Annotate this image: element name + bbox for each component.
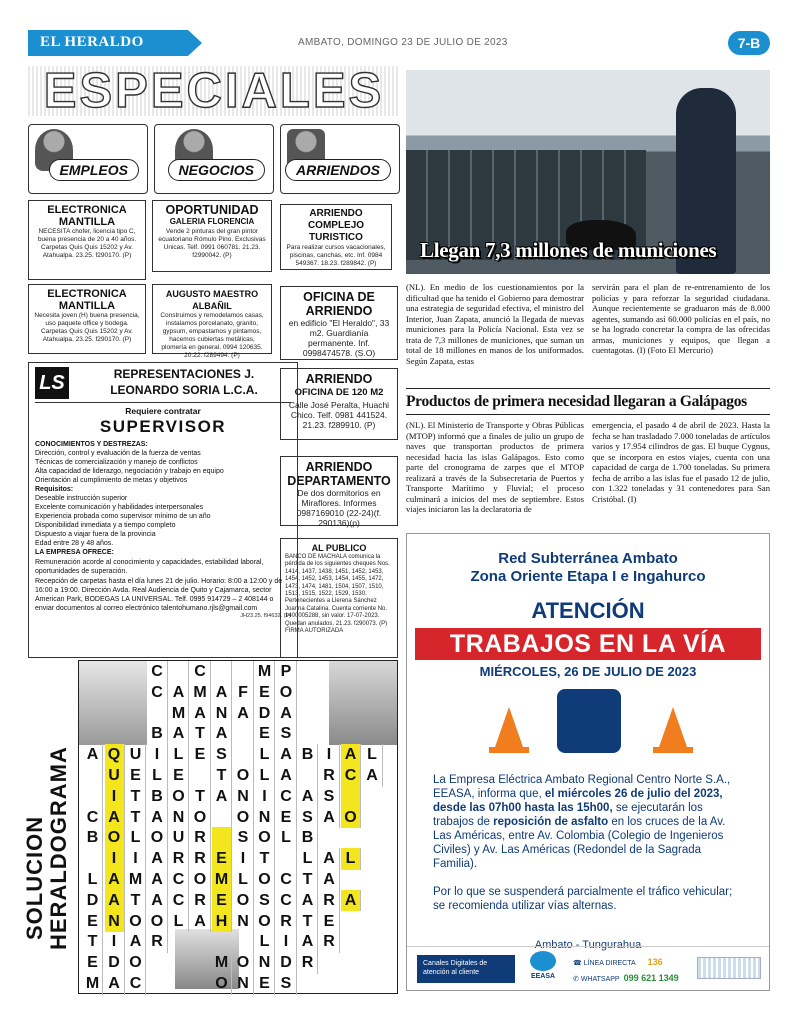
crossword-letter-cell: C <box>277 869 297 891</box>
crossword-letter-cell: A <box>148 890 168 912</box>
crossword-clue-cell <box>234 723 254 745</box>
crossword-letter-cell: O <box>234 952 254 974</box>
list-item: Alta capacidad de liderazgo, negociación y trabajo en equipo <box>35 468 224 475</box>
notice-body <box>407 773 769 871</box>
crossword-letter-cell: L <box>169 744 189 766</box>
category-label: NEGOCIOS <box>168 159 265 181</box>
crossword-letter-cell: E <box>320 911 340 933</box>
crossword-letter-cell: N <box>234 911 254 933</box>
crossword-clue-cell <box>148 703 168 725</box>
eeasa-notice <box>406 533 770 991</box>
notice-date: MIÉRCOLES, 26 DE JULIO DE 2023 <box>479 664 697 679</box>
section-heading: Requisitos: <box>35 486 74 493</box>
crossword-letter-cell: N <box>212 703 232 725</box>
crossword-letter-cell: E <box>126 765 146 787</box>
roadwork-illustration <box>407 679 769 769</box>
job-ad-supervisor <box>28 362 298 658</box>
crossword-letter-cell: N <box>105 911 125 933</box>
crossword-letter-cell: L <box>169 911 189 933</box>
crossword-letter-cell: I <box>234 848 254 870</box>
ad-body: NECESITA chofer, licencia tipo C, buena presencia de 20 a 40 años. Carpetas Quis Quis 15202 y Av. Atahualpa. 23.25. f290170. (P) <box>37 228 137 259</box>
crossword-letter-cell: R <box>320 765 340 787</box>
crossword-letter-cell: E <box>83 952 103 974</box>
crossword-clue-cell <box>212 827 232 849</box>
crossword-letter-cell: S <box>298 807 318 829</box>
notice-atencion: ATENCIÓN <box>531 598 645 623</box>
news-photo-munitions <box>406 70 770 274</box>
crossword-letter-cell: I <box>105 786 125 808</box>
crossword-letter-cell: O <box>126 911 146 933</box>
crossword-letter-cell: A <box>148 807 168 829</box>
crossword-letter-cell: I <box>277 931 297 953</box>
traffic-cone-icon <box>495 707 523 747</box>
crossword-letter-cell: A <box>105 869 125 891</box>
ad-title: AUGUSTO MAESTRO ALBAÑIL <box>165 289 259 311</box>
position-title: SUPERVISOR <box>99 417 227 436</box>
story2-col2: emergencia, el pasado 4 de abril de 2023. Hasta la fecha se han trasladado 7.000 toneladas de artículos varios y 17.954 cilindros de gas. El buque Cygnus, que se incorpora en estos viajes, cuenta con una capacidad de carga de 1.700 toneladas. Su primera fecha de arribo a las islas fue el pasado 12 de julio, con 1.322 toneladas y 31 contenedores para San Cristóbal. (I) <box>592 420 771 504</box>
crossword-letter-cell: R <box>191 827 211 849</box>
crossword-clue-cell <box>298 765 318 787</box>
crossword-letter-cell: L <box>148 765 168 787</box>
crossword-clue-cell <box>169 661 189 683</box>
crossword-letter-cell: C <box>191 661 211 683</box>
crossword-row <box>79 911 399 933</box>
crossword-letter-cell: N <box>255 952 275 974</box>
crossword-grid <box>78 660 398 994</box>
notice-text-bold: reposición de asfalto <box>493 816 609 828</box>
crossword-row <box>79 827 399 849</box>
crossword-letter-cell: S <box>277 973 297 995</box>
crossword-letter-cell: T <box>212 765 232 787</box>
crossword-letter-cell: C <box>277 786 297 808</box>
list-item: Excelente comunicación y habilidades interpersonales <box>35 504 204 511</box>
crossword-letter-cell: L <box>234 869 254 891</box>
crossword-letter-cell: A <box>148 869 168 891</box>
crossword-clue-cell <box>277 848 297 870</box>
crossword-letter-cell: T <box>126 890 146 912</box>
notice-footer <box>407 946 769 990</box>
crossword-letter-cell: M <box>255 661 275 683</box>
crossword-letter-cell: N <box>255 807 275 829</box>
crossword-clue-cell <box>83 765 103 787</box>
crossword-letter-cell: B <box>148 723 168 745</box>
notice-text: en los cruces de la Av. Las Américas, entre Av. Colombia (Colegio de Ingenieros Civiles) y Av. Las Américas (Redondel de la Sagrada Familia). <box>433 816 726 870</box>
crossword-letter-cell: D <box>277 952 297 974</box>
crossword-letter-cell: O <box>255 869 275 891</box>
story1-col2: servirán para el plan de re-entrenamiento de los policías y para reforzar la seguridad ciudadana. Aunque recientemente se graduaron más de 8.000 agentes, sumando así 60.000 policías en el país, no se ha logrado concretar la compra de las ofrecidas armas, municiones y equipos, que llegan a cuentagotas. (I) (Foto El Mercurio) <box>592 282 770 355</box>
digital-channels: Canales Digitales de atención al cliente <box>417 955 515 983</box>
list-item: Experiencia probada como supervisor mínimo de un año <box>35 513 211 520</box>
classified-ad <box>28 284 146 354</box>
crossword-row <box>79 952 399 974</box>
section-heading: LA EMPRESA OFRECE: <box>35 549 114 556</box>
crossword-letter-cell: A <box>341 890 361 912</box>
notice-text-bold: el miércoles 26 de julio del 2023, desde las 07h00 hasta las 15h00, <box>433 788 723 814</box>
crossword-letter-cell: N <box>169 807 189 829</box>
crossword-letter-cell: R <box>320 890 340 912</box>
crossword-letter-cell: U <box>169 827 189 849</box>
divider <box>406 414 770 415</box>
page-header <box>28 30 770 56</box>
crossword-row <box>79 765 399 787</box>
crossword-letter-cell: A <box>298 890 318 912</box>
crossword-letter-cell: H <box>212 911 232 933</box>
crossword-letter-cell: C <box>83 807 103 829</box>
crossword-letter-cell: T <box>126 807 146 829</box>
crossword-letter-cell: O <box>169 786 189 808</box>
crossword-row <box>79 931 399 953</box>
crossword-letter-cell: R <box>298 952 318 974</box>
crossword-letter-cell: L <box>83 869 103 891</box>
crossword-clue-cell <box>191 765 211 787</box>
ad-body: Para realizar cursos vacacionales, piscinas, canchas, etc. Inf. 0984 549367. 18.23. f289842. (P) <box>286 244 386 267</box>
ad-body: en edificio "El Heraldo", 33 m2. Guardianía permanente. Inf. 0998474578. (S.O) <box>288 318 390 358</box>
crossword-letter-cell: B <box>298 744 318 766</box>
crossword-letter-cell: A <box>277 744 297 766</box>
crossword-letter-cell: A <box>105 807 125 829</box>
crossword-row <box>79 890 399 912</box>
divider <box>406 388 770 389</box>
crossword-letter-cell: I <box>255 786 275 808</box>
crossword-letter-cell: B <box>298 827 318 849</box>
crossword-letter-cell: M <box>191 682 211 704</box>
crossword-row <box>79 723 399 745</box>
crossword-letter-cell: O <box>105 827 125 849</box>
crossword-letter-cell: E <box>169 765 189 787</box>
crossword-letter-cell: D <box>255 703 275 725</box>
ad-subtitle: GALERIA FLORENCIA <box>169 217 255 226</box>
crossword-letter-cell: A <box>148 848 168 870</box>
crossword-letter-cell: I <box>126 848 146 870</box>
crossword-letter-cell: F <box>234 682 254 704</box>
crossword-letter-cell: L <box>277 827 297 849</box>
notice-body-2: Por lo que se suspenderá parcialmente el tráfico vehicular; se recomienda utilizar vías alternas. <box>433 886 733 912</box>
crossword-letter-cell: A <box>298 931 318 953</box>
crossword-letter-cell: L <box>255 744 275 766</box>
crossword-letter-cell: T <box>255 848 275 870</box>
crossword-letter-cell: R <box>169 848 189 870</box>
ad-body: De dos dormitorios en Miraflores. Informes 0987169010 (22-24)(f. 290136)(p) <box>296 488 382 528</box>
crossword-clue-cell <box>341 786 361 808</box>
ad-title: ARRIENDO COMPLEJO TURISTICO <box>307 208 365 243</box>
category-negocios <box>154 124 274 194</box>
ad-title: ELECTRONICA MANTILLA <box>47 288 127 312</box>
crossword-letter-cell: O <box>234 807 254 829</box>
crossword-letter-cell: E <box>212 848 232 870</box>
company-name: REPRESENTACIONES J. LEONARDO SORIA L.C.A. <box>110 367 258 397</box>
crossword-letter-cell: A <box>212 682 232 704</box>
crossword-letter-cell: A <box>212 786 232 808</box>
crossword-clue-cell <box>234 931 254 953</box>
crossword-letter-cell: O <box>255 827 275 849</box>
crossword-letter-cell: M <box>83 973 103 995</box>
crossword-letter-cell: A <box>341 744 361 766</box>
list-item: Dirección, control y evaluación de la fuerza de ventas <box>35 450 201 457</box>
company-logo: LS <box>35 367 69 399</box>
section-title-especiales: ESPECIALES <box>28 66 400 116</box>
story2-headline: Productos de primera necesidad llegaran a Galápagos <box>406 393 747 410</box>
crossword-letter-cell: L <box>298 848 318 870</box>
list-item: Orientación al cumplimiento de metas y objetivos <box>35 477 188 484</box>
crossword-letter-cell: D <box>83 890 103 912</box>
crossword-letter-cell: A <box>126 931 146 953</box>
classified-ad <box>280 204 392 270</box>
list-item: Deseable instrucción superior <box>35 495 128 502</box>
crossword-clue-cell <box>83 848 103 870</box>
crossword-letter-cell: A <box>277 765 297 787</box>
crossword-letter-cell: P <box>277 661 297 683</box>
crossword-letter-cell: E <box>191 744 211 766</box>
crossword-letter-cell: A <box>169 682 189 704</box>
photo-headline: Llegan 7,3 millones de municiones <box>420 238 717 262</box>
crossword-letter-cell: O <box>234 765 254 787</box>
requires-label: Requiere contratar <box>125 406 201 416</box>
ad-title: OFICINA DE ARRIENDO <box>303 290 375 318</box>
crossword-letter-cell: A <box>83 744 103 766</box>
crossword-letter-cell: R <box>191 848 211 870</box>
crossword-letter-cell: I <box>320 744 340 766</box>
crossword-letter-cell: A <box>105 973 125 995</box>
notice-text: La Empresa Eléctrica Ambato Regional Centro Norte S.A., EEASA, informa que, <box>433 774 731 800</box>
worker-shovel-icon <box>557 689 621 753</box>
crossword-letter-cell: S <box>255 890 275 912</box>
ad-title: ARRIENDO DEPARTAMENTO <box>287 460 391 488</box>
crossword-letter-cell: L <box>255 931 275 953</box>
ad-body: Vende 2 pinturas del gran pintor ecuatoriano Rómulo Pino. Exclusivas Unicas. Telf. 0991 060781. 21.23. f2990042. (P) <box>158 228 266 259</box>
crossword-letter-cell: E <box>277 807 297 829</box>
crossword-letter-cell: O <box>148 911 168 933</box>
crossword-letter-cell: A <box>169 723 189 745</box>
classified-ad <box>152 200 272 272</box>
crossword-letter-cell: A <box>234 703 254 725</box>
crossword-clue-cell <box>212 661 232 683</box>
crossword-row <box>79 703 399 725</box>
crossword-clue-cell <box>234 661 254 683</box>
crossword-letter-cell: O <box>212 973 232 995</box>
category-label: ARRIENDOS <box>285 159 391 181</box>
crossword-letter-cell: L <box>126 827 146 849</box>
crossword-letter-cell: I <box>148 744 168 766</box>
list-item: Edad entre 28 y 48 años. <box>35 540 114 547</box>
crossword-letter-cell: U <box>105 765 125 787</box>
ad-title: OPORTUNIDAD <box>165 203 259 217</box>
crossword-letter-cell: C <box>341 765 361 787</box>
crossword-letter-cell: A <box>320 807 340 829</box>
crossword-letter-cell: S <box>320 786 340 808</box>
crossword-letter-cell: C <box>148 661 168 683</box>
crossword-row <box>79 744 399 766</box>
crossword-row <box>79 807 399 829</box>
crossword-letter-cell: O <box>126 952 146 974</box>
whatsapp-number: 099 621 1349 <box>623 973 679 983</box>
crossword-letter-cell: M <box>126 869 146 891</box>
crossword-letter-cell: E <box>255 973 275 995</box>
section-heading: CONOCIMIENTOS Y DESTREZAS: <box>35 441 148 448</box>
crossword-letter-cell: A <box>105 890 125 912</box>
crossword-letter-cell: E <box>83 911 103 933</box>
crossword-letter-cell: R <box>277 911 297 933</box>
notice-line2: Zona Oriente Etapa I e Ingahurco <box>470 568 706 585</box>
category-arriendos <box>280 124 400 194</box>
reception-text: Recepción de carpetas hasta el día lunes 21 de julio. Horario: 8:00 a 12:00 y de 16:00 a 19:00. Dirección Avda. Real Audiencia de Quito y Cajamarca, sector American Park, BODEGAS LA UNIVERSAL. Telf. 0995 914729 – 2 408144 o enviar documentos al correo electrónico talentohumano.rjls@gmail.com <box>35 578 283 612</box>
crossword-letter-cell: M <box>212 952 232 974</box>
ad-subtitle: OFICINA DE 120 M2 <box>294 387 384 398</box>
crossword-letter-cell: O <box>277 682 297 704</box>
crossword-row <box>79 661 399 683</box>
crossword-letter-cell: T <box>83 931 103 953</box>
story2-col1: (NL). El Ministerio de Transporte y Obras Públicas (MTOP) informó que a finales de julio un grupo de naves que transportan productos de primera necesidad hacia las islas Galápagos. Esto como parte del cronograma de zarpes que el MTOP realizará a través de la Subsecretaría de Puertos y Transporte Marítimo y Fluvial; el proceso culminará a inicios del mes de septiembre. Estos viajes iniciaron las la declaratoria de <box>406 420 584 514</box>
phone-icon: ☎ <box>573 960 584 967</box>
crossword-letter-cell: T <box>298 869 318 891</box>
crossword-letter-cell: S <box>212 744 232 766</box>
crossword-letter-cell: A <box>320 848 340 870</box>
crossword-letter-cell: L <box>255 765 275 787</box>
crossword-letter-cell: R <box>191 890 211 912</box>
crossword-letter-cell: E <box>212 890 232 912</box>
crossword-row <box>79 786 399 808</box>
crossword-letter-cell: C <box>126 973 146 995</box>
cnel-logo <box>697 957 761 979</box>
ad-title: ARRIENDO <box>305 372 373 386</box>
newspaper-brand: EL HERALDO <box>28 30 188 56</box>
crossword-letter-cell: B <box>83 827 103 849</box>
traffic-cone-icon <box>659 707 687 747</box>
crossword-clue-cell <box>234 744 254 766</box>
crossword-letter-cell: L <box>341 848 361 870</box>
crossword-letter-cell: O <box>191 807 211 829</box>
crossword-letter-cell: R <box>320 931 340 953</box>
linea-number: 136 <box>647 957 663 967</box>
crossword-letter-cell: R <box>148 931 168 953</box>
crossword-letter-cell: O <box>255 911 275 933</box>
whatsapp-icon: ✆ <box>573 976 581 983</box>
notice-signature: Ambato - Tungurahua <box>534 939 642 951</box>
crossword-letter-cell: S <box>277 723 297 745</box>
notice-line1: Red Subterránea Ambato <box>498 550 678 567</box>
category-empleos <box>28 124 148 194</box>
list-item: Dispuesto a viajar fuera de la provincia <box>35 531 156 538</box>
offer-text: Remuneración acorde al conocimiento y capacidades, estabilidad laboral, oportunidades de superación. <box>35 559 264 575</box>
solution-word: SOLUCION <box>22 815 47 940</box>
crossword-letter-cell: O <box>148 827 168 849</box>
solution-word: HERALDOGRAMA <box>46 746 71 950</box>
crossword-letter-cell: C <box>277 890 297 912</box>
ad-title: AL PUBLICO <box>311 543 367 553</box>
crossword-letter-cell: A <box>320 869 340 891</box>
dateline: AMBATO, DOMINGO 23 DE JULIO DE 2023 <box>298 37 508 48</box>
ad-body: Calle José Peralta, Huachi Chico. Telf. 0981 441524. 21.23. f289910. (P) <box>288 400 390 430</box>
crossword-row <box>79 973 399 995</box>
crossword-letter-cell: N <box>234 786 254 808</box>
crossword-letter-cell: O <box>234 890 254 912</box>
list-item: Disponibilidad inmediata y a tiempo completo <box>35 522 176 529</box>
crossword-letter-cell: T <box>191 723 211 745</box>
category-label: EMPLEOS <box>49 159 139 181</box>
crossword-letter-cell: O <box>341 807 361 829</box>
crossword-letter-cell: A <box>363 765 383 787</box>
crossword-row <box>79 682 399 704</box>
crossword-clue-cell <box>212 807 232 829</box>
crossword-letter-cell: E <box>255 682 275 704</box>
crossword-letter-cell: A <box>191 911 211 933</box>
solution-title <box>22 700 71 950</box>
ad-title: ELECTRONICA MANTILLA <box>47 204 127 228</box>
ad-code: JH23.25. f94632. (P) <box>240 613 291 619</box>
crossword-letter-cell: D <box>105 952 125 974</box>
crossword-letter-cell: C <box>169 869 189 891</box>
crossword-letter-cell: M <box>212 869 232 891</box>
crossword-letter-cell: I <box>105 931 125 953</box>
notice-trabajos-banner: TRABAJOS EN LA VÍA <box>415 628 761 660</box>
crossword-letter-cell: S <box>234 827 254 849</box>
crossword-letter-cell: T <box>191 786 211 808</box>
whatsapp-label: WHATSAPP <box>580 976 620 983</box>
crossword-letter-cell: U <box>126 744 146 766</box>
classified-ad <box>28 200 146 280</box>
linea-label: LÍNEA DIRECTA <box>583 960 636 967</box>
crossword-letter-cell: C <box>148 682 168 704</box>
ad-body: Necesita joven (H) buena presencia, uso paquete office y bodega. Carpetas Quis Quis 15202 y Av. Atahualpa. 23.25. f290170. (P) <box>34 312 140 343</box>
ad-body: BANCO DE MACHALA comunica la pérdida de los siguientes cheques Nos. 1414, 1437, 1438, 1451, 1452, 1453, 1454, 1452, 1453, 1454, 1455, 1472, 1473, 1474, 1481, 1504, 1507, 1510, 1513, 1515, 1522, 1529, 1530. Pertenecientes a Llerena Sánchez Joanna Catalina. Cuenta corriente No. 1400005288, sin valor. 17-07-2023. Quedan anulados. 21.23. f290073. (P) FIRMA AUTORIZADA <box>285 554 390 635</box>
crossword-letter-cell: A <box>298 786 318 808</box>
page-number: 7-B <box>728 31 770 55</box>
crossword-letter-cell: T <box>298 911 318 933</box>
eeasa-logo: EEASA <box>523 951 563 987</box>
crossword-letter-cell: T <box>126 786 146 808</box>
crossword-row <box>79 869 399 891</box>
crossword-letter-cell: B <box>148 786 168 808</box>
ad-body: Construimos y remodelamos casas, instalamos porcelanato, granito, gypsum, empastamos y pintamos, hacemos cubiertas metálicas, plomería en general. 0994 120635. 20.22. f289494. (P) <box>160 312 264 359</box>
crossword-letter-cell: Q <box>105 744 125 766</box>
crossword-letter-cell: O <box>191 869 211 891</box>
crossword-letter-cell: A <box>212 723 232 745</box>
crossword-letter-cell: M <box>169 703 189 725</box>
crossword-letter-cell: I <box>105 848 125 870</box>
crossword-letter-cell: A <box>277 703 297 725</box>
contacts <box>573 955 679 987</box>
crossword-row <box>79 848 399 870</box>
list-item: Técnicas de comercialización y manejo de conflictos <box>35 459 198 466</box>
crossword-letter-cell: A <box>191 703 211 725</box>
classified-ad <box>152 284 272 359</box>
crossword-letter-cell: C <box>169 890 189 912</box>
crossword-letter-cell: E <box>255 723 275 745</box>
crossword-letter-cell: N <box>234 973 254 995</box>
story1-col1: (NL). En medio de los cuestionamientos por la dificultad que ha tenido el Gobierno para demostrar una estrategia de seguridad efectiva, el ministro del Interior, Juan Zapata, anunció la llegada de nuevas municiones para la Policía Nacional. Esta vez se trata de 7,3 millones de municiones, que suman un total de 18 millones en manos de los uniformados. Según Zapata, estas <box>406 282 584 366</box>
crossword-clue-cell <box>83 786 103 808</box>
classified-ad <box>280 286 398 360</box>
notice-text: se ejecutarán los trabajos de <box>433 802 703 828</box>
crossword-letter-cell: L <box>363 744 383 766</box>
